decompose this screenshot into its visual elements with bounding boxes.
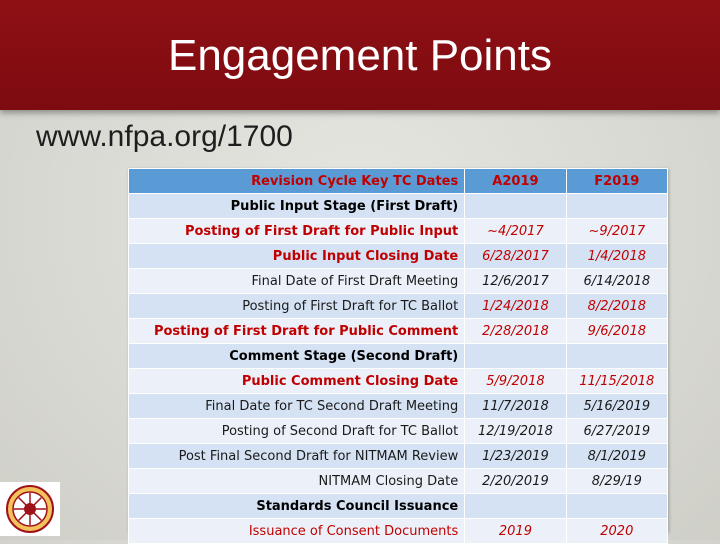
- row-f2019: [566, 494, 667, 519]
- row-a2019: ~4/2017: [465, 219, 566, 244]
- table-row: [129, 219, 668, 244]
- row-a2019: 2019: [465, 519, 566, 544]
- column-header-f2019: F2019: [566, 169, 667, 194]
- row-a2019: [465, 494, 566, 519]
- row-label: Public Comment Closing Date: [129, 369, 465, 394]
- table-row: [129, 469, 668, 494]
- row-f2019: 8/29/19: [566, 469, 667, 494]
- row-f2019: 8/2/2018: [566, 294, 667, 319]
- table-row: [129, 344, 668, 369]
- row-f2019: 11/15/2018: [566, 369, 667, 394]
- column-header-a2019: A2019: [465, 169, 566, 194]
- row-f2019: [566, 194, 667, 219]
- row-f2019: 6/27/2019: [566, 419, 667, 444]
- table-row: [129, 494, 668, 519]
- row-a2019: 12/6/2017: [465, 269, 566, 294]
- row-label: Posting of Second Draft for TC Ballot: [129, 419, 465, 444]
- nfpa-seal-icon: [0, 482, 60, 536]
- row-label: Posting of First Draft for TC Ballot: [129, 294, 465, 319]
- dates-table: [128, 168, 668, 544]
- row-f2019: 6/14/2018: [566, 269, 667, 294]
- row-label: Posting of First Draft for Public Input: [129, 219, 465, 244]
- table-row: [129, 394, 668, 419]
- dates-table-container: [128, 168, 668, 539]
- table-row: [129, 194, 668, 219]
- row-f2019: ~9/2017: [566, 219, 667, 244]
- table-row: [129, 444, 668, 469]
- row-label: Standards Council Issuance: [129, 494, 465, 519]
- row-f2019: [566, 344, 667, 369]
- row-label: Final Date for TC Second Draft Meeting: [129, 394, 465, 419]
- row-f2019: 8/1/2019: [566, 444, 667, 469]
- row-label: Public Input Stage (First Draft): [129, 194, 465, 219]
- row-label: Issuance of Consent Documents: [129, 519, 465, 544]
- row-f2019: 5/16/2019: [566, 394, 667, 419]
- row-a2019: [465, 344, 566, 369]
- slide-title: Engagement Points: [167, 31, 553, 80]
- row-a2019: 2/20/2019: [465, 469, 566, 494]
- row-label: Posting of First Draft for Public Comment: [129, 319, 465, 344]
- table-header-row: [129, 169, 668, 194]
- row-label: NITMAM Closing Date: [129, 469, 465, 494]
- row-a2019: 6/28/2017: [465, 244, 566, 269]
- title-bar: [0, 0, 720, 110]
- row-label: Final Date of First Draft Meeting: [129, 269, 465, 294]
- row-f2019: 1/4/2018: [566, 244, 667, 269]
- row-f2019: 2020: [566, 519, 667, 544]
- row-label: Post Final Second Draft for NITMAM Review: [129, 444, 465, 469]
- row-f2019: 9/6/2018: [566, 319, 667, 344]
- table-row: [129, 369, 668, 394]
- row-a2019: 11/7/2018: [465, 394, 566, 419]
- row-a2019: 1/23/2019: [465, 444, 566, 469]
- row-a2019: 2/28/2018: [465, 319, 566, 344]
- column-header-label: Revision Cycle Key TC Dates: [129, 169, 465, 194]
- slide-url: www.nfpa.org/1700: [36, 120, 293, 153]
- table-row: [129, 319, 668, 344]
- row-a2019: 1/24/2018: [465, 294, 566, 319]
- row-a2019: 5/9/2018: [465, 369, 566, 394]
- table-row: [129, 294, 668, 319]
- row-a2019: 12/19/2018: [465, 419, 566, 444]
- row-label: Public Input Closing Date: [129, 244, 465, 269]
- row-label: Comment Stage (Second Draft): [129, 344, 465, 369]
- table-row: [129, 269, 668, 294]
- table-row: [129, 419, 668, 444]
- table-row: [129, 244, 668, 269]
- row-a2019: [465, 194, 566, 219]
